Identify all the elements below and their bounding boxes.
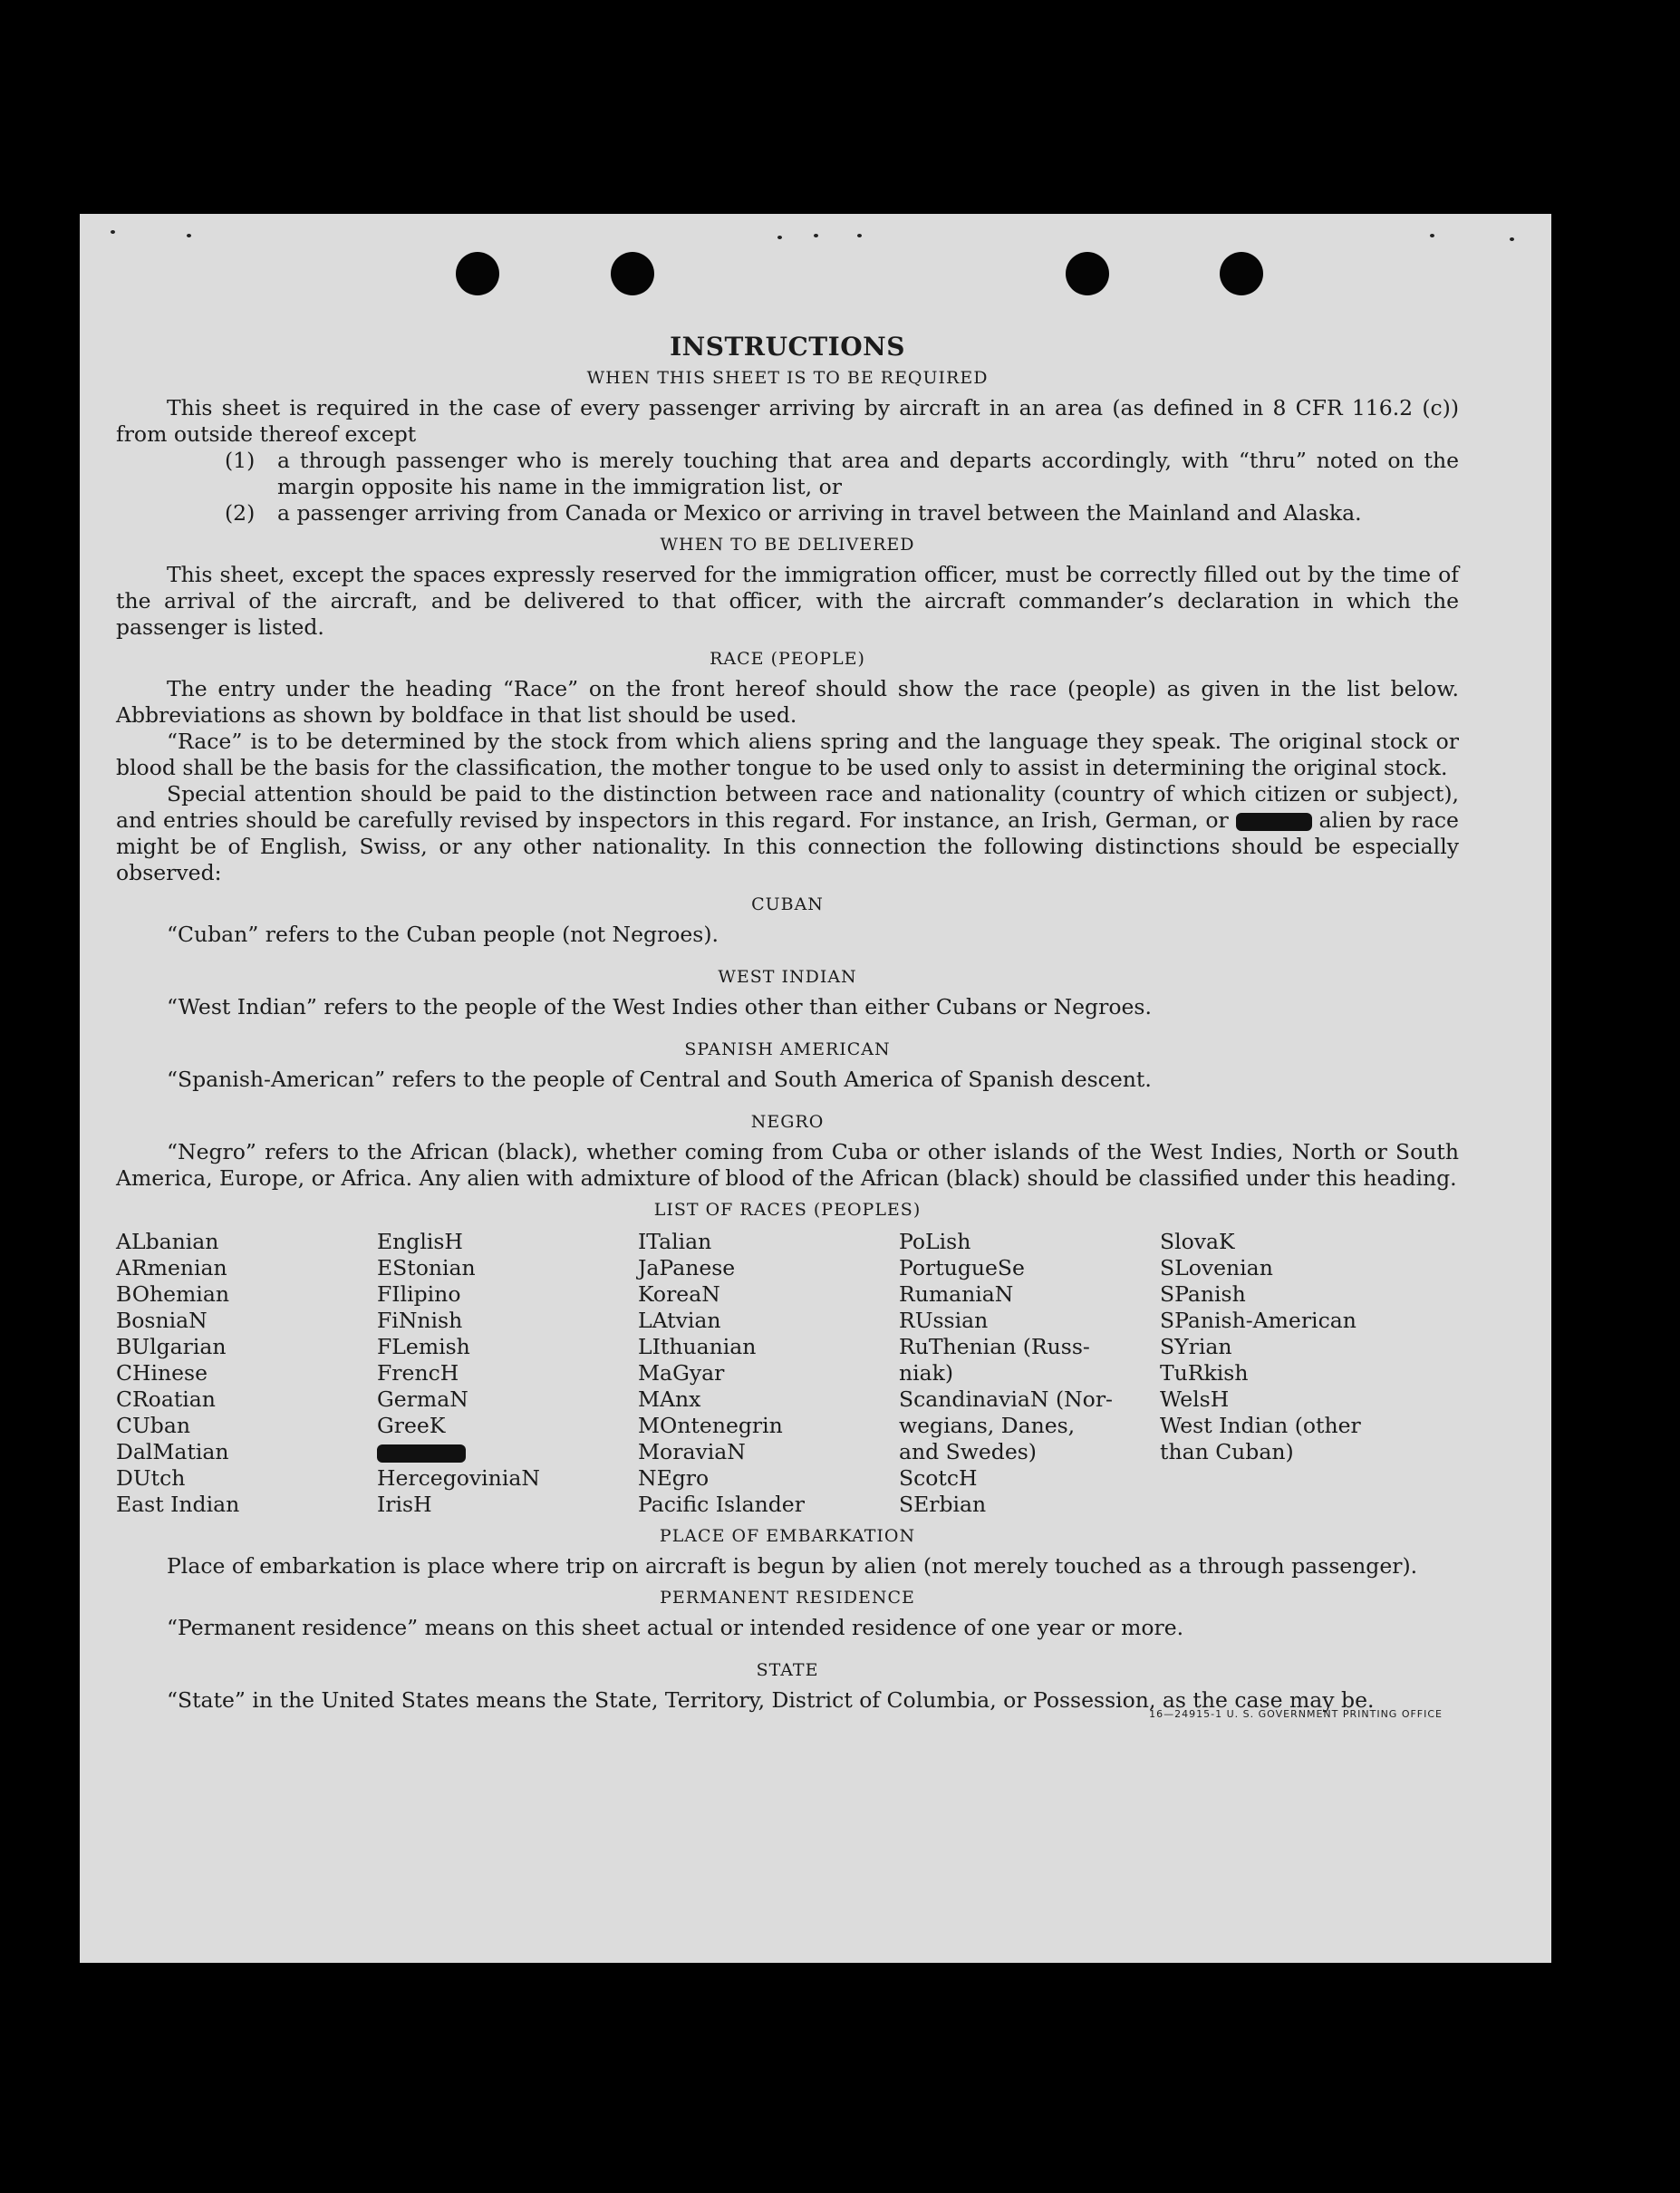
race-entry: EStonian <box>377 1255 476 1280</box>
race-entry: PortugueSe <box>899 1255 1025 1280</box>
section-heading-negro: NEGRO <box>750 1112 825 1132</box>
race-entry: CUban <box>116 1413 190 1438</box>
west-indian-text: “West Indian” refers to the people of the West Indies other than either Cubans or Negroes. <box>167 994 1152 1019</box>
race-entry: LAtvian <box>638 1308 721 1333</box>
speck <box>1510 237 1514 241</box>
race-entry: Pacific Islander <box>638 1492 805 1517</box>
race-entry: MoraviaN <box>638 1439 746 1464</box>
race-entry: BUlgarian <box>116 1334 227 1359</box>
speck <box>1430 234 1434 237</box>
race-paragraph-1: The entry under the heading “Race” on the front hereof should show the race (people) as given in the list below. Abbreviations as shown by boldface in that list should be used. <box>116 676 1459 728</box>
race-entry: DalMatian <box>116 1439 229 1464</box>
race-entry: HercegoviniaN <box>377 1465 540 1491</box>
race-entry: WelsH <box>1160 1386 1230 1412</box>
punch-hole <box>1066 252 1109 295</box>
race-entry: PoLish <box>899 1229 971 1254</box>
section-heading-west-indian: WEST INDIAN <box>718 967 857 987</box>
races-column-2-bottom <box>377 1465 638 1518</box>
race-entry: MOntenegrin <box>638 1413 783 1438</box>
punch-hole <box>456 252 499 295</box>
race-entry: BOhemian <box>116 1281 229 1307</box>
race-entry: MAnx <box>638 1386 701 1412</box>
race-entry: SYrian <box>1160 1334 1232 1359</box>
race-entry: ScandinaviaN (Nor- wegians, Danes, and Swedes) <box>899 1386 1113 1464</box>
punch-hole <box>1220 252 1263 295</box>
state-text: “State” in the United States means the State, Territory, District of Columbia, or Possession, as the case may be. <box>167 1687 1375 1713</box>
race-paragraph-2: “Race” is to be determined by the stock from which aliens spring and the language they speak. The original stock or blood shall be the basis for the classification, the mother tongue to be used only to assist in determining the original stock. <box>116 729 1459 780</box>
race-paragraph-3 <box>116 781 1459 886</box>
race-entry: GreeK <box>377 1413 446 1438</box>
race-entry: NEgro <box>638 1465 710 1491</box>
races-column-3 <box>638 1229 899 1518</box>
delivered-text: This sheet, except the spaces expressly reserved for the immigration officer, must be correctly filled out by the time of the arrival of the aircraft, and be delivered to that officer, with the aircraft commander’s declaration in which the passenger is listed. <box>116 562 1459 640</box>
page-title: INSTRUCTIONS <box>670 332 905 362</box>
race-entry: FIlipino <box>377 1281 461 1307</box>
section-heading-spanish-american: SPANISH AMERICAN <box>684 1039 891 1059</box>
section-heading-races: LIST OF RACES (PEOPLES) <box>653 1200 922 1220</box>
race-entry: EnglisH <box>377 1229 463 1254</box>
spanish-american-text: “Spanish-American” refers to the people of Central and South America of Spanish descent. <box>167 1067 1152 1092</box>
document-sheet <box>80 214 1551 1963</box>
speck <box>777 236 782 239</box>
race-entry-redacted <box>377 1439 638 1465</box>
speck <box>187 234 191 237</box>
cuban-text: “Cuban” refers to the Cuban people (not Negroes). <box>167 922 719 947</box>
race-entry: BosniaN <box>116 1308 208 1333</box>
race-entry: SPanish-American <box>1160 1308 1357 1333</box>
race-entry: IrisH <box>377 1492 432 1517</box>
printing-office-note: 16—24915-1 U. S. GOVERNMENT PRINTING OFFICE <box>1149 1708 1443 1720</box>
section-heading-residence: PERMANENT RESIDENCE <box>660 1588 915 1608</box>
race-entry: East Indian <box>116 1492 240 1517</box>
race-entry: ARmenian <box>116 1255 227 1280</box>
race-entry: SlovaK <box>1160 1229 1235 1254</box>
section-heading-cuban: CUBAN <box>751 894 824 914</box>
required-intro: This sheet is required in the case of every passenger arriving by aircraft in an area (as defined in 8 CFR 116.2 (c)) from outside thereof except <box>116 395 1459 447</box>
race-entry: MaGyar <box>638 1360 725 1386</box>
race-entry: FiNnish <box>377 1308 463 1333</box>
race-entry: FLemish <box>377 1334 470 1359</box>
race-entry: JaPanese <box>638 1255 736 1280</box>
race-entry: SErbian <box>899 1492 987 1517</box>
race-entry: GermaN <box>377 1386 468 1412</box>
race-entry: CHinese <box>116 1360 208 1386</box>
redaction-mark <box>1236 813 1312 831</box>
section-heading-embarkation: PLACE OF EMBARKATION <box>659 1526 916 1546</box>
section-heading-race: RACE (PEOPLE) <box>710 649 865 669</box>
item-number: (2) <box>225 500 256 526</box>
race-entry: West Indian (other than Cuban) <box>1160 1413 1361 1464</box>
race-entry: SLovenian <box>1160 1255 1273 1280</box>
race-entry: ALbanian <box>116 1229 219 1254</box>
item-text: a through passenger who is merely touching that area and departs accordingly, with “thru” noted on the margin opposite his name in the immigration list, or <box>277 448 1459 499</box>
races-column-2-top <box>377 1229 638 1439</box>
race-entry: TuRkish <box>1160 1360 1249 1386</box>
race-entry: SPanish <box>1160 1281 1246 1307</box>
exception-item <box>116 500 1459 527</box>
race-entry: RuThenian (Russ- niak) <box>899 1334 1090 1386</box>
instructions-content <box>116 333 1459 1727</box>
race-paragraph-3a: Special attention should be paid to the distinction between race and nationality (country of which citizen or subject), and entries should be carefully revised by inspectors in this regard. For instance, an Irish, German, or <box>116 781 1459 833</box>
races-column-4 <box>899 1229 1160 1518</box>
section-heading-state: STATE <box>756 1660 819 1680</box>
race-entry: FrencH <box>377 1360 459 1386</box>
speck <box>111 230 115 234</box>
exception-item <box>116 448 1459 500</box>
races-list <box>116 1229 1459 1518</box>
race-entry: DUtch <box>116 1465 186 1491</box>
speck <box>814 234 818 237</box>
race-entry: RUssian <box>899 1308 989 1333</box>
race-entry: ScotcH <box>899 1465 978 1491</box>
race-entry: LIthuanian <box>638 1334 757 1359</box>
speck <box>857 234 862 237</box>
race-entry: KoreaN <box>638 1281 720 1307</box>
race-entry: CRoatian <box>116 1386 216 1412</box>
races-column-2 <box>377 1229 638 1518</box>
races-column-1 <box>116 1229 377 1518</box>
section-heading-required: WHEN THIS SHEET IS TO BE REQUIRED <box>586 368 989 388</box>
redaction-mark <box>377 1444 466 1463</box>
embarkation-text: Place of embarkation is place where trip on aircraft is begun by alien (not merely touched as a through passenger). <box>167 1553 1418 1579</box>
item-text: a passenger arriving from Canada or Mexico or arriving in travel between the Mainland and Alaska. <box>277 500 1362 526</box>
section-heading-delivered: WHEN TO BE DELIVERED <box>660 535 915 555</box>
residence-text: “Permanent residence” means on this sheet actual or intended residence of one year or more. <box>167 1615 1184 1640</box>
race-entry: RumaniaN <box>899 1281 1014 1307</box>
negro-text: “Negro” refers to the African (black), whether coming from Cuba or other islands of the West Indies, North or South America, Europe, or Africa. Any alien with admixture of blood of the African (black) should be classified under this heading. <box>116 1139 1459 1191</box>
races-column-5 <box>1160 1229 1421 1518</box>
race-paragraph-3b: alien by race might be of English, Swiss, or any other nationality. In this connection the following distinctions should be especially observed: <box>116 807 1459 885</box>
punch-hole <box>611 252 654 295</box>
race-entry: ITalian <box>638 1229 712 1254</box>
item-number: (1) <box>225 448 256 473</box>
